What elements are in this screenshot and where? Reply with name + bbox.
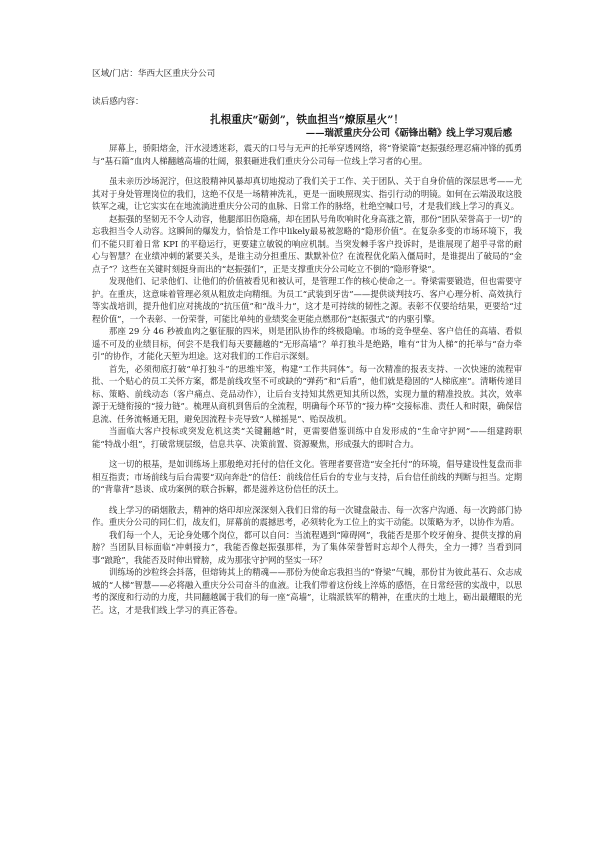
- paragraph: 那座 29 分 46 秒被血肉之躯征服的四米，则是团队协作的终极隐喻。市场的竞争壁垒、客户信任的高墙、看似遥不可及的业绩目标，何尝不是我们每天要翻越的“无形高墙”？单打独斗是绝路，唯有“甘为人梯”的托举与“奋力牵引”的协作，才能化天堑为坦途。这对我们的工作启示深刻。: [92, 326, 522, 361]
- essay-body: [92, 142, 522, 616]
- region-store-line: 区域/门店：华西大区重庆分公司: [92, 69, 216, 79]
- paragraph: 训练场的沙粒终会抖落，但熔铸其上的精魂——那份为使命忘我担当的“脊梁”气魄，那份甘为彼此基石、众志成城的“人梯”智慧——必将融入重庆分公司奋斗的血液。让我们带着这份线上淬炼的感悟，在日常经营的实战中，以思考的深度和行动的力度，共同翻越属于我们的每一座“高墙”，让瑞派铁军的精神，在重庆的土地上，砺出最耀眼的光芒。这，才是我们线上学习的真正答卷。: [92, 567, 522, 615]
- essay-title: 扎根重庆“砺剑”，铁血担当“燎原星火”！: [210, 114, 404, 126]
- paragraph: 线上学习的硝烟散去，精神的烙印却应深深刻入我们日常的每一次键盘敲击、每一次客户沟通、每一次跨部门协作。重庆分公司的同仁们，战友们，屏幕前的震撼思考，必须转化为工位上的实干动能。以策略为矛，以协作为盾。: [92, 504, 522, 527]
- paragraph: 虽未亲历沙场泥泞，但这股精神风暴却真切地搅动了我们关于工作、关于团队、关于自身价值的深层思考——尤其对于身处管理岗位的我们，这绝不仅是一场精神洗礼，更是一面映照现实、指引行动的明镜。如何在云端汲取这股铁军之魂，让它实实在在地流淌进重庆分公司的血脉、日常工作的脉络，杜绝空喊口号，才是我们线上学习的真义。: [92, 176, 522, 211]
- paragraph: 赵振强的坚韧无不令人动容，他腿部旧伤隐痛，却在团队号角吹响时化身高涨之箭，那份“团队荣誉高于一切”的忘我担当令人动容。这瞬间的爆发力，恰恰是工作中likely最易被忽略的“隐形价值”。在复杂多变的市场环境下，我们不能只盯着日常 KPI 的平稳运行，更要建立敏锐的响应机制。当突发棘手客户投诉时，是谁展现了超乎寻常的耐心与智慧？在业绩冲刺的紧要关头，是谁主动分担重压、默默补位？在流程优化陷入僵局时，是谁提出了破局的“金点子”？这些在关键时刻挺身而出的“赵振强们”，正是支撑重庆分公司屹立不倒的“隐形脊梁”。: [92, 213, 522, 274]
- paragraph: 这一切的根基，是如训练场上那般绝对托付的信任文化。管理者要营造“安全托付”的环境，倡导建设性复盘而非相互指责；市场前线与后台需要“双向奔赴”的信任：前线信任后台的专业与支持，后台信任前线的判断与担当。定期的“背靠背”恳谈、成功案例的联合拆解，都是滋养这份信任的沃土。: [92, 459, 522, 494]
- content-heading-label: 读后感内容：: [92, 97, 144, 107]
- paragraph: 屏幕上，骄阳熔金，汗水浸透迷彩，震天的口号与无声的托举穿透网络，将“脊梁篇”赵振强经理忍痛冲锋的孤勇与“基石篇”血肉人梯翻越高墙的壮阔，狠狠砸进我们重庆分公司每一位线上学习者的心里。: [92, 143, 522, 166]
- paragraph: 我们每一个人，无论身处哪个岗位，都可以自问：当流程遇到“障碍网”，我能否是那个咬牙俯身、提供支撑的肩膀？当团队目标面临“冲刺接力”，我能否像赵振强那样，为了集体荣誉暂时忘却个人得失，全力一搏？当看到同事“踉跄”，我能否及时伸出臂膀，成为那张守护网的坚实一环？: [92, 529, 522, 565]
- paragraph: 发现他们、记录他们、让他们的价值被看见和被认可，是管理工作的核心使命之一。脊梁需要锻造，但也需要守护。在重庆，这意味着管理必须从粗放走向精细。为员工“武装到牙齿”——提供谈判技巧、客户心理分析、高效执行等实战培训，提升他们应对挑战的“抗压值”和“战斗力”，这才是可持续的韧性之源。表彰不仅要给结果，更要给“过程价值”，一个表彰、一份荣誉，可能比单纯的业绩奖金更能点燃那份“赵振强式”的内驱引擎。: [92, 276, 522, 324]
- paragraph: 首先，必须彻底打破“单打独斗”的思维牢笼，构建“工作共同体”。每一次精准的报表支持、一次快速的流程审批、一个贴心的员工关怀方案，都是前线攻坚不可或缺的“弹药”和“后盾”，他们就是稳固的“人梯底座”。清晰传递目标、策略、前线动态（客户痛点、竞品动作），让后台支持知其然更知其所以然，实现力量的精准投放。其次，效率源于无缝衔接的“接力链”。梳理从商机到售后的全流程，明确每个环节的“接力棒”交接标准、责任人和时限，确保信息流、任务流畅通无阻，避免因流程卡壳导致“人梯摇晃”、贻误战机。: [92, 363, 522, 424]
- essay-subtitle: ——瑞派重庆分公司《砺锋出鞘》线上学习观后感: [305, 128, 512, 139]
- paragraph: 当面临大客户投标或突发危机这类“关键翻越”时，更需要借鉴训练中自发形成的“生命守护网”——组建跨职能“特战小组”，打破常规层级，信息共享、决策前置、资源聚焦，形成强大的即时合力。: [92, 426, 522, 449]
